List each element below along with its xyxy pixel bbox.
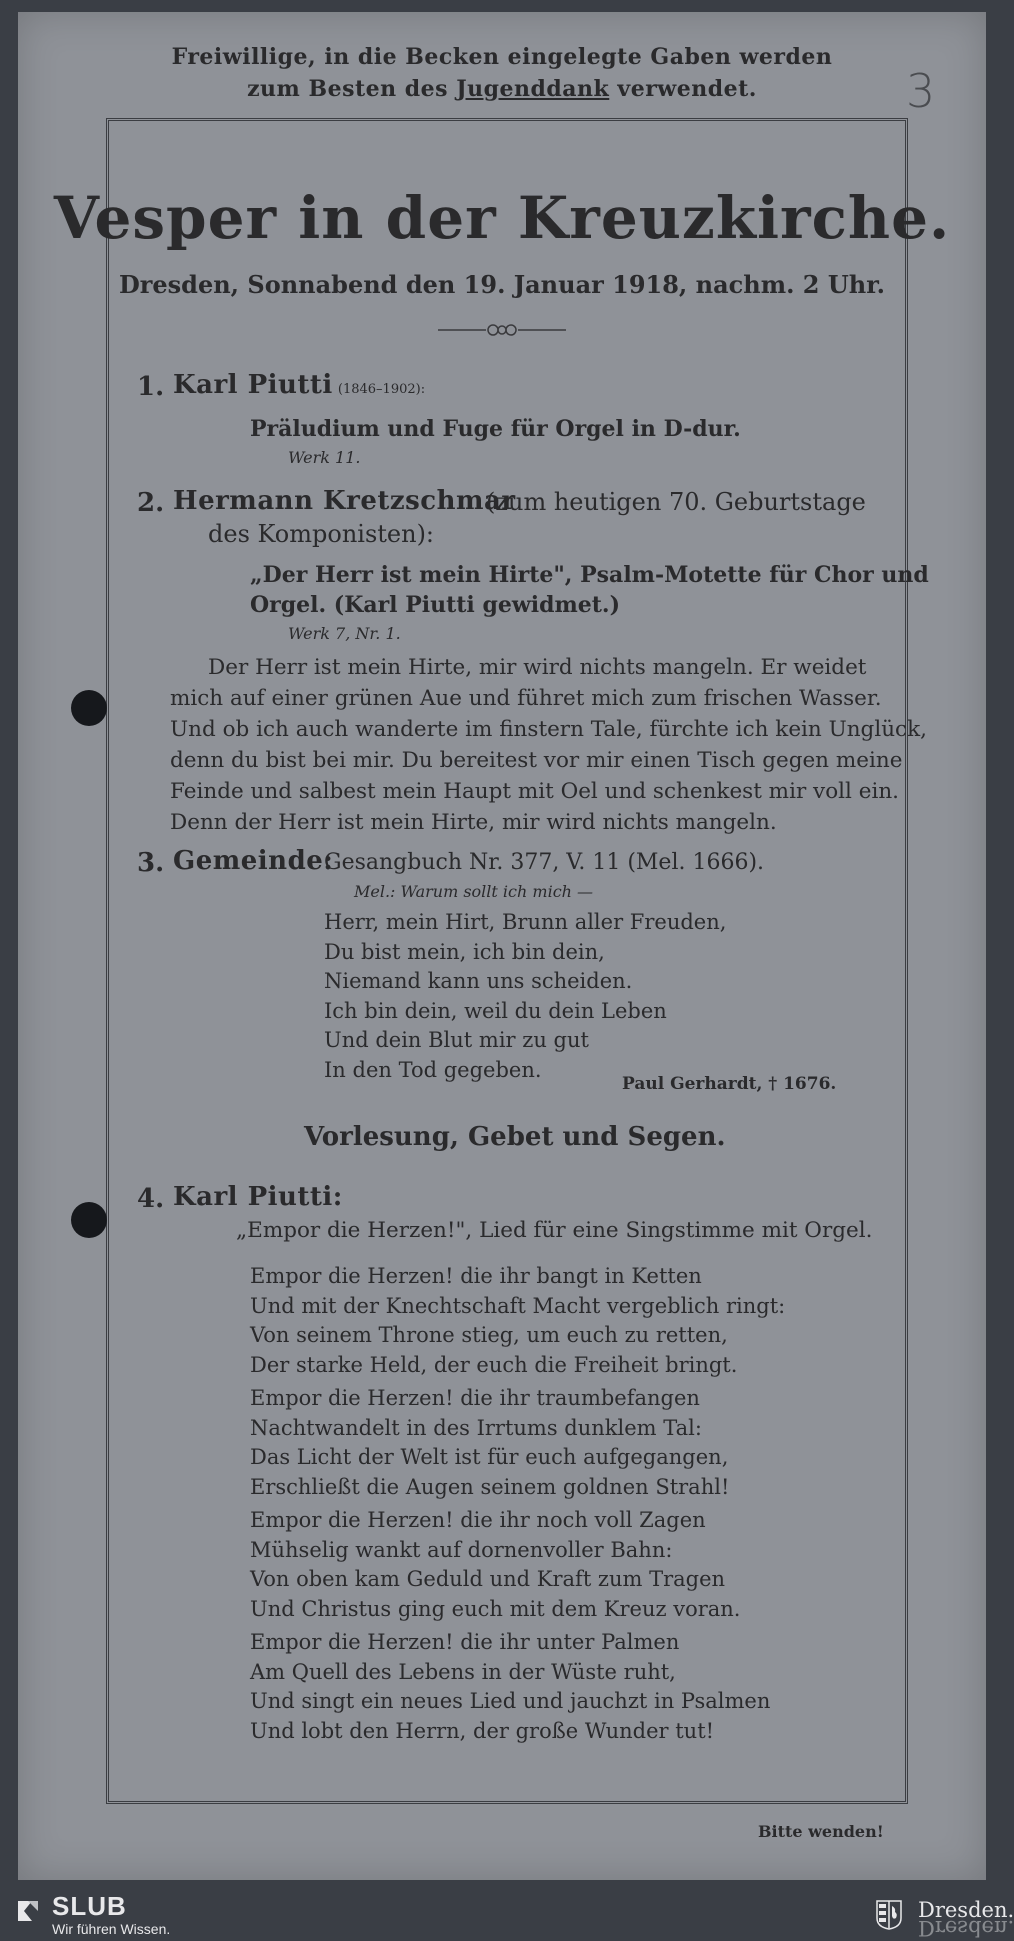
verse-line: Ich bin dein, weil du dein Leben xyxy=(324,998,667,1023)
stanza-line: Und Christus ging euch mit dem Kreuz voran. xyxy=(250,1596,741,1621)
text-line: denn du bist bei mir. Du bereitest vor mir einen Tisch gegen meine xyxy=(170,748,903,773)
stanza-line: Empor die Herzen! die ihr traumbefangen xyxy=(250,1386,700,1410)
item-2-composer: Hermann Kretzschmar xyxy=(173,486,516,516)
notice-line-2: zum Besten des Jugenddank verwendet. xyxy=(247,75,757,102)
ornament-divider-icon xyxy=(438,320,566,340)
stanza-line: Das Licht der Welt ist für euch aufgegangen, xyxy=(250,1445,729,1469)
stanza-line: Mühselig wankt auf dornenvoller Bahn: xyxy=(250,1537,673,1562)
item-1-dates: (1846–1902): xyxy=(337,382,426,397)
text-line: Der Herr ist mein Hirte, mir wird nichts mangeln. Er weidet xyxy=(208,655,867,680)
dresden-partner-reflection: Dresden. xyxy=(918,1916,1014,1940)
item-1-opus: Werk 11. xyxy=(288,448,361,467)
verse-line: Du bist mein, ich bin dein, xyxy=(324,939,605,964)
handwritten-page-number: 3 xyxy=(906,64,936,118)
item-2-text-block xyxy=(170,652,927,838)
item-3-label: Gemeinde: xyxy=(173,846,334,876)
stanza-line: Und singt ein neues Lied und jauchzt in Psalmen xyxy=(250,1689,771,1713)
text-line: Feinde und salbest mein Haupt mit Oel und schenkest mir voll ein. xyxy=(170,779,900,804)
verse-line: In den Tod gegeben. xyxy=(324,1057,542,1082)
slub-brand[interactable]: SLUB xyxy=(52,1891,127,1921)
stanza-line: Am Quell des Lebens in der Wüste ruht, xyxy=(250,1659,676,1684)
item-2-opus: Werk 7, Nr. 1. xyxy=(288,624,401,643)
slub-slogan: Wir führen Wissen. xyxy=(52,1921,171,1937)
stanza-line: Nachtwandelt in des Irrtums dunklem Tal: xyxy=(250,1415,702,1440)
footer-bar xyxy=(0,1888,1014,1941)
punch-hole-icon xyxy=(71,1202,107,1238)
item-3-hymn-ref: Gesangbuch Nr. 377, V. 11 (Mel. 1666). xyxy=(324,850,765,875)
item-2-occasion-line-1: (zum heutigen 70. Geburtstage xyxy=(486,488,866,516)
stanza-line: Der starke Held, der euch die Freiheit bringt. xyxy=(250,1352,738,1377)
dresden-crest-icon xyxy=(876,1900,902,1930)
verse-line: Niemand kann uns scheiden. xyxy=(324,969,633,993)
item-1-composer: Karl Piutti xyxy=(173,370,333,400)
jugenddank-underlined: Jugenddank xyxy=(456,75,610,102)
stanza-line: Von seinem Throne stieg, um euch zu retten, xyxy=(250,1323,728,1347)
stanza-line: Und lobt den Herrn, der große Wunder tut! xyxy=(250,1718,715,1743)
item-3-verse xyxy=(324,908,726,1085)
stanza-3 xyxy=(250,1506,741,1624)
text-line: Und ob ich auch wanderte im finstern Tale, fürchte ich kein Unglück, xyxy=(170,717,927,742)
item-3-melody: Mel.: Warum sollt ich mich — xyxy=(354,882,594,901)
please-turn-note: Bitte wenden! xyxy=(758,1822,884,1841)
item-1-number: 1. xyxy=(137,372,165,402)
dresden-partner[interactable]: Dresden. xyxy=(918,1898,1014,1922)
page-title: Vesper in der Kreuzkirche. xyxy=(53,184,951,252)
donation-notice xyxy=(18,42,986,106)
item-4-work: „Empor die Herzen!", Lied für eine Singstimme mit Orgel. xyxy=(236,1218,873,1243)
verse-line: Herr, mein Hirt, Brunn aller Freuden, xyxy=(324,910,727,934)
stanza-2 xyxy=(250,1384,729,1502)
document-sheet xyxy=(18,12,986,1880)
slub-logo-icon[interactable] xyxy=(14,1897,42,1925)
text-line: Denn der Herr ist mein Hirte, mir wird nichts mangeln. xyxy=(170,810,777,835)
item-2-occasion-line-2: des Komponisten): xyxy=(208,520,435,548)
notice-line-1: Freiwillige, in die Becken eingelegte Gaben werden xyxy=(171,44,833,70)
item-2-number: 2. xyxy=(137,488,165,518)
item-3-number: 3. xyxy=(137,848,165,878)
interlude-heading: Vorlesung, Gebet und Segen. xyxy=(304,1122,726,1152)
item-3-author: Paul Gerhardt, † 1676. xyxy=(622,1074,837,1094)
item-1-work: Präludium und Fuge für Orgel in D-dur. xyxy=(250,416,741,442)
item-1-heading xyxy=(173,370,425,400)
stanza-line: Erschließt die Augen seinem goldnen Strahl! xyxy=(250,1474,730,1499)
stanza-line: Von oben kam Geduld und Kraft zum Tragen xyxy=(250,1567,726,1591)
stanza-line: Empor die Herzen! die ihr bangt in Ketten xyxy=(250,1264,702,1288)
item-2-work-line-1: „Der Herr ist mein Hirte", Psalm-Motette für Chor und xyxy=(250,562,929,588)
verse-line: Und dein Blut mir zu gut xyxy=(324,1028,589,1052)
text-line: mich auf einer grünen Aue und führet mich zum frischen Wasser. xyxy=(170,686,882,711)
punch-hole-icon xyxy=(71,690,107,726)
stanza-4 xyxy=(250,1628,770,1746)
stanza-line: Empor die Herzen! die ihr noch voll Zagen xyxy=(250,1508,706,1532)
stanza-line: Empor die Herzen! die ihr unter Palmen xyxy=(250,1630,680,1654)
item-4-number: 4. xyxy=(137,1184,165,1214)
item-2-work-line-2: Orgel. (Karl Piutti gewidmet.) xyxy=(250,592,621,618)
item-4-composer: Karl Piutti: xyxy=(173,1182,343,1212)
stanza-line: Und mit der Knechtschaft Macht vergeblich ringt: xyxy=(250,1293,786,1318)
stanza-1 xyxy=(250,1262,785,1380)
date-line: Dresden, Sonnabend den 19. Januar 1918, nachm. 2 Uhr. xyxy=(118,270,886,299)
